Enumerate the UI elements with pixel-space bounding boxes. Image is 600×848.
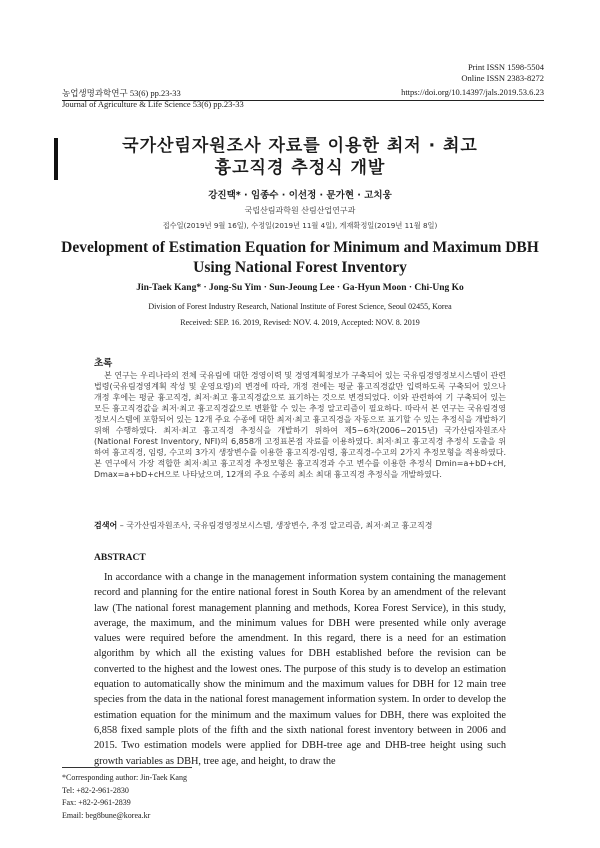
english-title (40, 238, 560, 278)
korean-title-line1: 국가산림자원조사 자료를 이용한 최저 · 최고 (122, 136, 478, 156)
footnote-author: *Corresponding author: Jin-Taek Kang (62, 773, 187, 782)
abstract-heading: ABSTRACT (94, 553, 146, 563)
doi-link[interactable]: https://doi.org/10.14397/jals.2019.53.6.23 (401, 87, 544, 97)
keywords (94, 520, 506, 531)
korean-title-line2: 흉고직경 추정식 개발 (214, 158, 386, 178)
korean-authors: 강진택* · 임종수 · 이선정 · 문가현 · 고치웅 (208, 190, 392, 201)
korean-affiliation: 국립산림과학원 산림산업연구과 (244, 206, 356, 215)
footnote-fax: Fax: +82-2-961-2839 (62, 798, 131, 807)
english-dates: Received: SEP. 16. 2019, Revised: NOV. 4. 2019, Accepted: NOV. 8. 2019 (180, 318, 420, 327)
footnote-email[interactable]: Email: beg8bune@korea.kr (62, 810, 151, 820)
english-title-line2: Using National Forest Inventory (193, 259, 407, 276)
print-issn: Print ISSN 1598-5504 (467, 62, 544, 72)
footnote (62, 772, 187, 822)
korean-abstract-body: 본 연구는 우리나라의 전체 국유림에 대한 경영이력 및 경영계획정보가 구축되어 있는 국유림경영정보시스템이 관련 법령(국유림경영계획 작성 및 운영요령)의 변경에 따라, 개정 전에는 평균 흉고직경값만 입력하도록 구축되어 있으나 개정 후에는 평균 흉고직경, 최저·최고 흉고직경값으로 표기하는 것으로 변경되었다. 이와 관련하여 기 구축되어 있는 모든 흉고직경값을 최저·최고 흉고직경값으로 변환할 수 있는 추정 알고리즘이 필요하다. 따라서 본 연구는 국유림경영정보시스템에 포함되어 있는 12개 주요 수종에 대한 최저·최고 흉고직경을 자동으로 표기할 수 있는 추정식을 개발하기 위해 수행하였다. 최저·최고 흉고직경 추정식을 개발하기 위하여 제5~6차(2006~2015년) 국가산림자원조사(National Forest Inventory, NFI)의 6,858개 고정표본점 자료를 이용하였다. 최저·최고 흉고직경 추정식 도출을 위하여 흉고직경, 임령, 수고의 3가지 생장변수를 이용한 흉고직경-임령, 흉고직경-수고의 2가지 추정모형을 적용하였다. 본 연구에서 가장 적합한 최저·최고 흉고직경 추정모형은 흉고직경과 수고 변수를 이용한 추정식 Dmin=a+bD+cH, Dmax=a+bD+cH으로 나타났으며, 12개의 주요 수종의 최소 최대 흉고직경 추정식을 개발하였다. (94, 371, 506, 479)
english-title-line1: Development of Estimation Equation for Minimum and Maximum DBH (61, 239, 539, 256)
korean-dates: 접수일(2019년 9월 16일), 수정일(2019년 11월 4일), 게재확정일(2019년 11월 8일) (162, 221, 438, 230)
journal-en: Journal of Agriculture & Life Science 53(6) pp.23-33 (62, 99, 244, 109)
abstract-body: In accordance with a change in the management information system containing the management record and planning for the entire national forest in South Korea by an amendment of the relevant law (The national forest management planning and methods, Korea Forest Service), in this study, average, the maximum, and the minimum values for DBH were presented while only average values were required before the amendment. In this regard, there is a need for an estimation algorithm by which all the existing values for DBH established before the revision can be converted to the highest and the lowest ones. The purpose of this study is to develop an estimation equation to automatically show the minimum and the maximum values for DBH for 12 main tree species from the data in the national forest management information system. In order to develop the estimation equation for the minimum and the maximum values for DBH, there was exploited the 6,858 fixed sample plots of the fifth and the sixth national forest inventory between in 2006 and 2015. Two estimation models were applied for DBH-tree age and DHB-tree height using such growth variables as DBH, tree age, and height, to draw the (94, 572, 506, 767)
title-accent-bar (54, 138, 58, 180)
korean-title (70, 135, 530, 179)
english-affiliation: Division of Forest Industry Research, National Institute of Forest Science, Seoul 02455, Korea (148, 302, 452, 311)
keywords-text: – 국가산림자원조사, 국유림경영정보시스템, 생장변수, 추정 알고리즘, 최저·최고 흉고직경 (117, 521, 433, 530)
footnote-rule (62, 767, 192, 768)
footnote-tel: Tel: +82-2-961-2830 (62, 785, 129, 795)
issn-block (461, 62, 544, 84)
keywords-label: 검색어 (94, 521, 118, 530)
korean-abstract-heading: 초록 (94, 358, 113, 369)
english-authors: Jin-Taek Kang* · Jong-Su Yim · Sun-Jeoung Lee · Ga-Hyun Moon · Chi-Ung Ko (136, 283, 464, 293)
online-issn: Online ISSN 2383-8272 (461, 73, 544, 83)
journal-ko: 농업생명과학연구 53(6) pp.23-33 (62, 88, 181, 98)
